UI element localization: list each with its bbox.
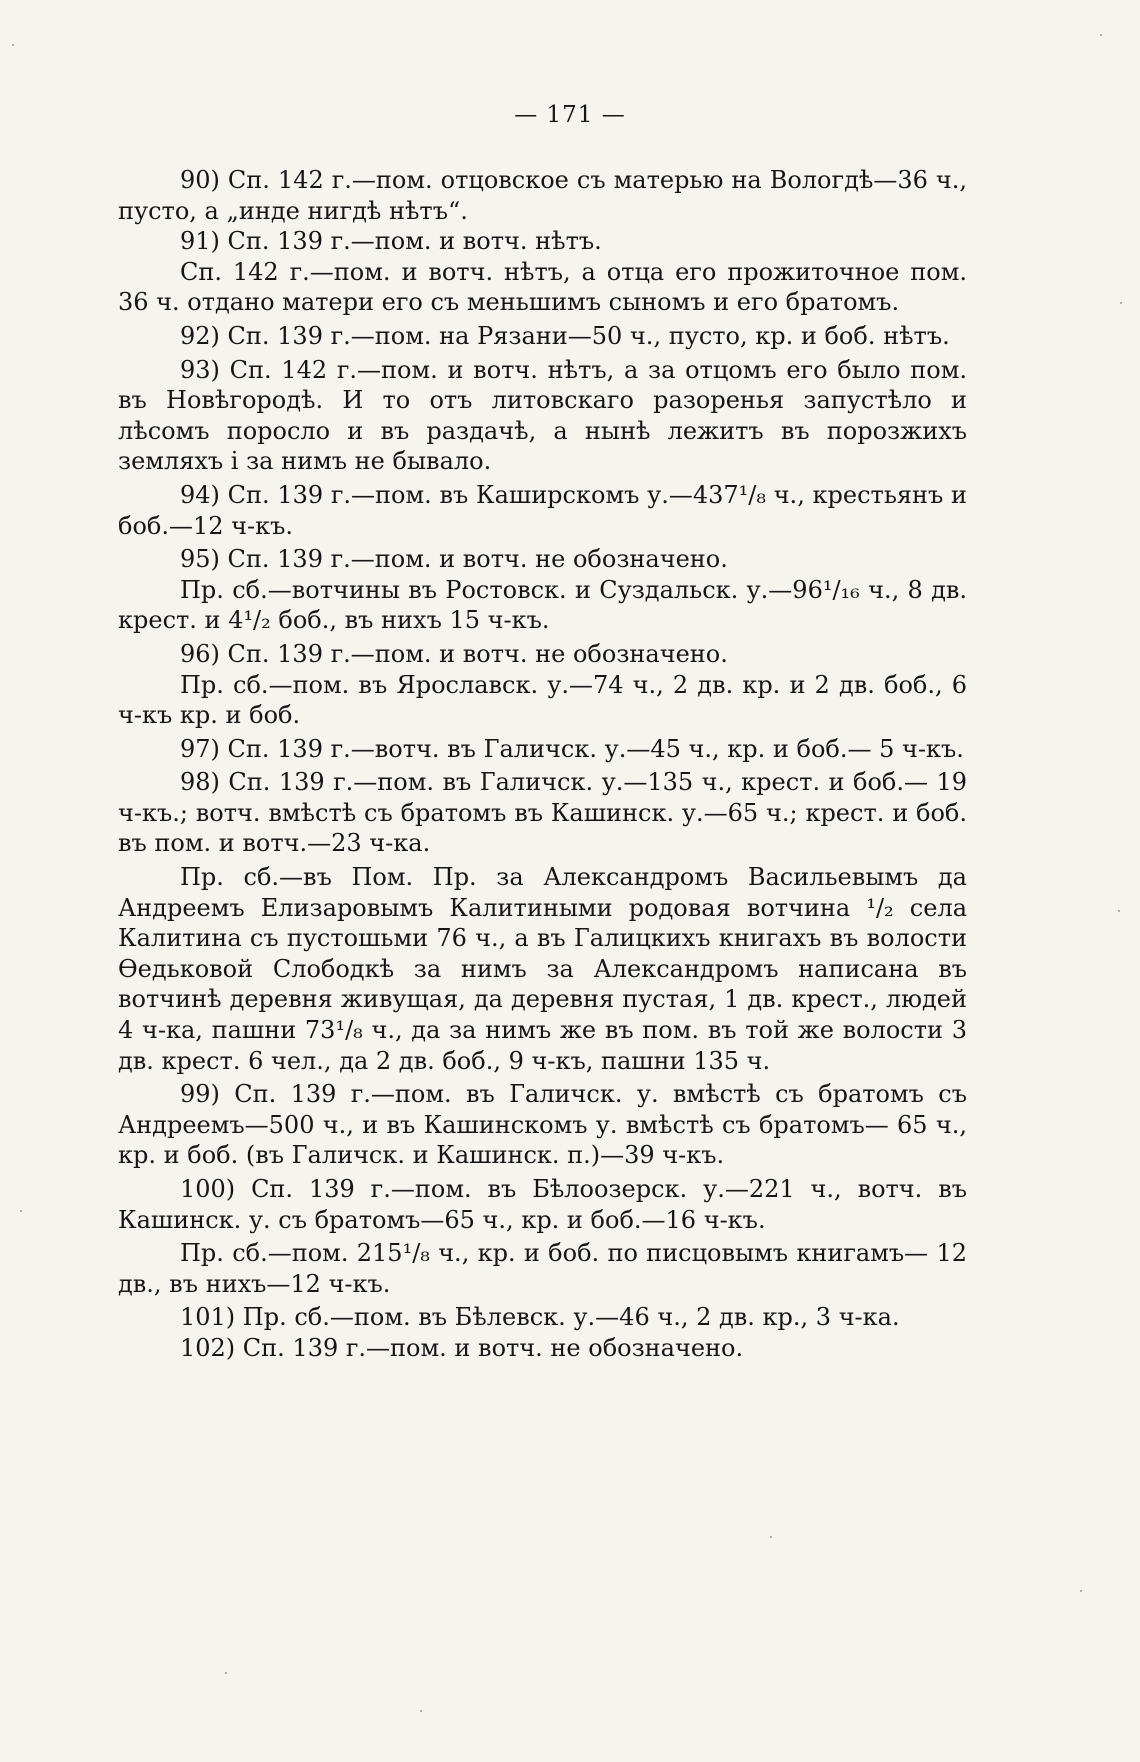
paper-speck [1080, 1590, 1082, 1592]
paper-speck [1118, 910, 1120, 912]
entry-95-continuation: Пр. сб.—вотчины въ Ростовск. и Суздальск. у.—96¹/₁₆ ч., 8 дв. крест. и 4¹/₂ боб., въ нихъ 15 ч-къ. [118, 575, 967, 635]
entry-98: 98) Сп. 139 г.—пом. въ Галичск. у.—135 ч., крест. и боб.— 19 ч-къ.; вотч. вмѣстѣ съ братомъ въ Кашинск. у.—65 ч.; крест. и боб. въ пом. и вотч.—23 ч-ка. [118, 768, 967, 858]
entry-101: 101) Пр. сб.—пом. въ Бѣлевск. у.—46 ч., 2 дв. кр., 3 ч-ка. [180, 1303, 900, 1332]
entry-91: 91) Сп. 139 г.—пом. и вотч. нѣтъ. [180, 227, 602, 256]
paper-speck [1120, 302, 1122, 304]
entry-95: 95) Сп. 139 г.—пом. и вотч. не обозначено. [180, 545, 728, 574]
entry-90: 90) Сп. 142 г.—пом. отцовское съ матерью на Вологдѣ—36 ч., пусто, а „инде нигдѣ нѣтъ“. [118, 166, 967, 225]
paper-speck [20, 1210, 22, 1212]
entry-94: 94) Сп. 139 г.—пом. въ Каширскомъ у.—437¹/₈ ч., крестьянъ и боб.—12 ч-къ. [118, 480, 967, 540]
entry-98-continuation: Пр. сб.—въ Пом. Пр. за Александромъ Васильевымъ да Андреемъ Елизаровымъ Калитиными родовая вотчина ¹/₂ села Калитина съ пустошьми 76 ч., а въ Галицкихъ книгахъ въ волости Ѳедьковой Слободкѣ за нимъ за Александромъ написана въ вотчинѣ деревня живущая, да деревня пустая, 1 дв. крест., людей 4 ч-ка, пашни 73¹/₈ ч., да за нимъ же въ пом. въ той же волости 3 дв. крест. 6 чел., да 2 дв. боб., 9 ч-къ, пашни 135 ч. [118, 863, 967, 1075]
entry-91-continuation: Сп. 142 г.—пом. и вотч. нѣтъ, а отца его прожиточное пом. 36 ч. отдано матери его съ меньшимъ сыномъ и его братомъ. [118, 257, 967, 317]
paper-speck [770, 1536, 772, 1538]
paper-speck [12, 44, 14, 46]
paper-speck [420, 1710, 422, 1712]
entry-102: 102) Сп. 139 г.—пом. и вотч. не обозначено. [180, 1333, 744, 1362]
page-number: — 171 — [514, 102, 626, 128]
page-text [118, 165, 967, 1364]
entry-97: 97) Сп. 139 г.—вотч. въ Галичск. у.—45 ч., кр. и боб.— 5 ч-къ. [180, 734, 964, 763]
entry-92: 92) Сп. 139 г.—пом. на Рязани—50 ч., пусто, кр. и боб. нѣтъ. [180, 321, 950, 350]
entry-100-continuation: Пр. сб.—пом. 215¹/₈ ч., кр. и боб. по писцовымъ книгамъ— 12 дв., въ нихъ—12 ч-къ. [118, 1239, 967, 1298]
entry-96-continuation: Пр. сб.—пом. въ Ярославск. у.—74 ч., 2 дв. кр. и 2 дв. боб., 6 ч-къ кр. и боб. [118, 670, 967, 730]
paper-speck [1100, 34, 1102, 36]
entry-99: 99) Сп. 139 г.—пом. въ Галичск. у. вмѣстѣ съ братомъ съ Андреемъ—500 ч., и въ Кашинскомъ у. вмѣстѣ съ братомъ— 65 ч., кр. и боб. (въ Галичск. и Кашинск. п.)—39 ч-къ. [118, 1080, 967, 1170]
entry-100: 100) Сп. 139 г.—пом. въ Бѣлоозерск. у.—221 ч., вотч. въ Кашинск. у. съ братомъ—65 ч., кр. и боб.—16 ч-къ. [118, 1175, 967, 1234]
paper-speck [225, 1672, 227, 1674]
entry-93: 93) Сп. 142 г.—пом. и вотч. нѣтъ, а за отцомъ его было пом. въ Новѣгородѣ. И то отъ литовскаго разоренья запустѣло и лѣсомъ поросло и въ раздачѣ, а нынѣ лежитъ въ порозжихъ земляхъ і за нимъ не бывало. [118, 355, 967, 476]
entry-96: 96) Сп. 139 г.—пом. и вотч. не обозначено. [180, 639, 728, 668]
